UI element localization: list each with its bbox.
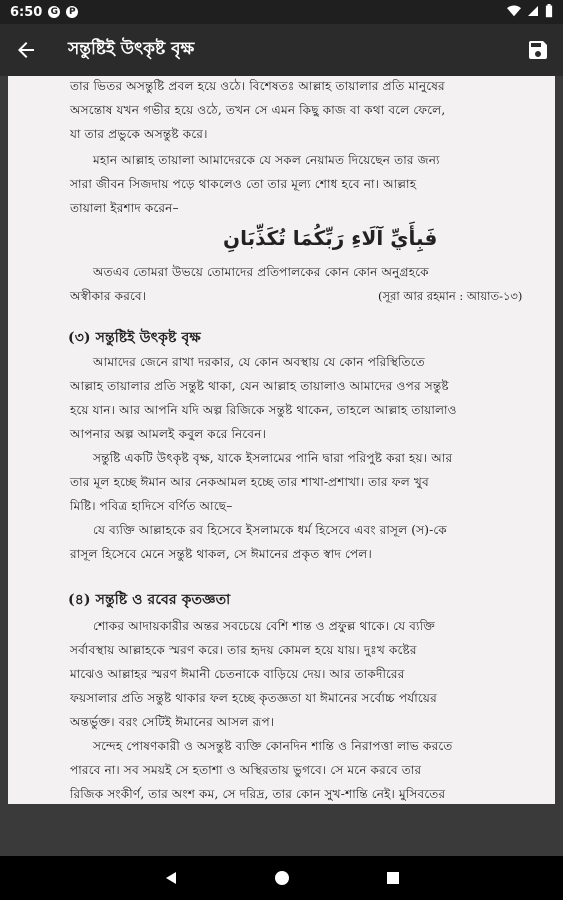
text-line: সর্বাবস্থায় আল্লাহকে স্মরণ করে। তার হৃদয় কোমল হয়ে যায়। দুঃখ কষ্টের — [70, 643, 417, 657]
app-bar — [0, 24, 563, 76]
text-line: অস্বীকার করবে। — [70, 289, 147, 303]
text-line: তার মূল হচ্ছে ঈমান আর নেকআমল হচ্ছে তার শাখা-প্রশাখা। তার ফল খুব — [70, 475, 429, 489]
wifi-icon — [507, 4, 521, 18]
text-line: তায়ালা ইরশাদ করেন– — [70, 201, 179, 215]
text-line: সারা জীবন সিজদায় পড়ে থাকলেও তো তার মূল্য শোধ হবে না। আল্লাহ — [70, 177, 417, 191]
text-line: তার ভিতর অসন্তুষ্টি প্রবল হয়ে ওঠে। বিশেষতঃ আল্লাহ তায়ালার প্রতি মানুষের — [70, 79, 445, 93]
status-time: 6:50 — [10, 4, 43, 20]
text-line: অন্তর্ভুক্ত। বরং সেটিই ঈমানের আসল রূপ। — [70, 715, 275, 729]
arabic-verse: فَبِأَيِّ آلَاءِ رَبِّكُمَا تُكَذِّبَانِ — [223, 226, 438, 250]
nav-back-icon[interactable] — [163, 870, 179, 886]
page-title: সন্তুষ্টিই উৎকৃষ্ট বৃক্ষ — [68, 39, 195, 59]
text-line: সন্দেহ পোষণকারী ও অসন্তুষ্ট ব্যক্তি কোনদিন শান্তি ও নিরাপত্তা লাভ করতে — [93, 739, 453, 753]
section-heading: (৩) সন্তুষ্টিই উৎকৃষ্ট বৃক্ষ — [68, 330, 201, 346]
text-line: সন্তুষ্টি একটি উৎকৃষ্ট বৃক্ষ, যাকে ইসলামের পানি দ্বারা পরিপুষ্ট করা হয়। আর — [93, 451, 453, 465]
text-line: ফয়সালার প্রতি সন্তুষ্ট থাকার ফল হচ্ছে কৃতজ্ঞতা যা ঈমানের সর্বোচ্চ পর্যায়ের — [70, 691, 437, 705]
nav-recents-icon[interactable] — [385, 870, 401, 886]
verse-reference: (সূরা আর রহমান : আয়াত-১৩) — [378, 289, 523, 303]
text-line: রিজিক সংকীর্ণ, তার অংশ কম, সে দরিদ্র, তার কোন সুখ-শান্তি নেই। মুসিবতের — [70, 787, 446, 801]
text-line: যা তার প্রভুকে অসন্তুষ্ট করে। — [70, 127, 208, 141]
notification-p-icon: P — [66, 6, 78, 18]
text-line: যে ব্যক্তি আল্লাহকে রব হিসেবে ইসলামকে ধর্ম হিসেবে এবং রাসূল (স)-কে — [93, 523, 447, 537]
google-icon: G — [48, 6, 60, 18]
scanned-page — [8, 76, 555, 804]
text-line: আপনার অল্প আমলই কবুল করে নিবেন। — [70, 427, 267, 441]
text-line: মহান আল্লাহ তায়ালা আমাদেরকে যে সকল নেয়ামত দিয়েছেন তার জন্য — [93, 153, 440, 167]
section-heading: (৪) সন্তুষ্টি ও রবের কৃতজ্ঞতা — [68, 592, 231, 608]
nav-home-icon[interactable] — [274, 870, 290, 886]
save-icon[interactable] — [526, 38, 550, 62]
back-arrow-icon[interactable] — [14, 38, 38, 62]
text-line: পারবে না। সব সময়ই সে হতাশা ও অস্থিরতায় ভুগবে। সে মনে করবে তার — [70, 763, 422, 777]
text-line: অতএব তোমরা উভয়ে তোমাদের প্রতিপালকের কোন কোন অনুগ্রহকে — [93, 265, 429, 279]
battery-icon — [545, 4, 553, 18]
text-line: অসন্তোষ যখন গভীর হয়ে ওঠে, তখন সে এমন কিছু কাজ বা কথা বলে ফেলে, — [70, 103, 446, 117]
signal-icon — [527, 4, 539, 18]
text-line: হয়ে যান। আর আপনি যদি অল্প রিজিকে সন্তুষ্ট থাকেন, তাহলে আল্লাহ তায়ালাও — [70, 403, 457, 417]
text-line: মাঝেও আল্লাহর স্মরণ ঈমানী চেতনাকে বাড়িয়ে দেয়। আর তাকদীরের — [70, 667, 405, 681]
text-line: মিষ্টি। পবিত্র হাদিসে বর্ণিত আছে– — [70, 499, 233, 513]
text-line: শোকর আদায়কারীর অন্তর সবচেয়ে বেশি শান্ত ও প্রফুল্ল থাকে। যে ব্যক্তি — [93, 619, 436, 633]
system-navigation-bar — [0, 856, 563, 900]
status-bar — [0, 0, 563, 24]
document-viewer[interactable] — [0, 76, 563, 854]
text-line: আমাদের জেনে রাখা দরকার, যে কোন অবস্থায় যে কোন পরিস্থিতিতে — [93, 355, 425, 369]
text-line: আল্লাহ তায়ালার প্রতি সন্তুষ্ট থাকা, যেন আল্লাহ তায়ালাও আমাদের ওপর সন্তুষ্ট — [70, 379, 449, 393]
text-line: রাসূল হিসেবে মেনে সন্তুষ্ট থাকল, সে ঈমানের প্রকৃত স্বাদ পেল। — [70, 547, 372, 561]
